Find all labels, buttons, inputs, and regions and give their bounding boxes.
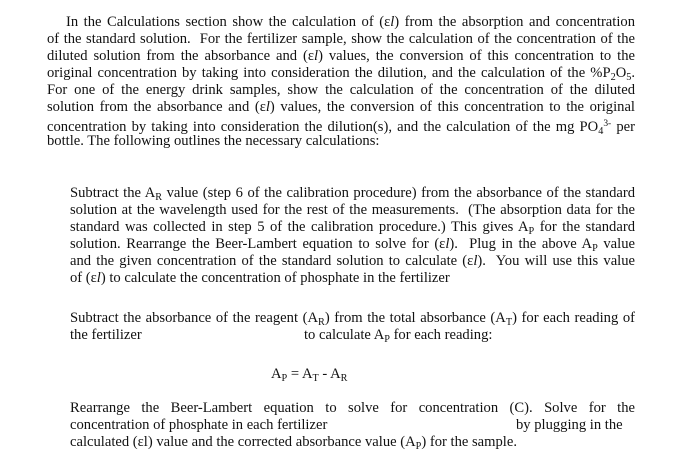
intro-line-3: diluted solution from the absorbance and (εl) values, the conversion of this concentration to the [47, 48, 635, 64]
step1-line-6: of (εl) to calculate the concentration of phosphate in the fertilizer [70, 270, 450, 286]
step1-line-1: Subtract the $A_R$ value (step 6 of the calibration procedure) from the absorbance of the standard [70, 185, 635, 203]
intro-line-1: In the Calculations section show the calculation of (εl) from the absorption and concentration [66, 14, 635, 30]
intro-line-5: For one of the energy drink samples, show the calculation of the concentration of the diluted [47, 82, 635, 98]
step3-line-2a: concentration of phosphate in each fertilizer [70, 417, 328, 433]
step2-line-2a: the fertilizer [70, 327, 142, 343]
step1-line-3: standard was collected in step 5 of the calibration procedure.) This gives $A_P$ for the standard [70, 219, 635, 237]
intro-line-7: concentration by taking into consideration the dilution(s), and the calculation of the mg $PO_4^{3-}$ per [47, 119, 635, 137]
step1-line-4: solution. Rearrange the Beer-Lambert equation to solve for (εl). Plug in the above $A_P$ value [70, 236, 635, 254]
step2-line-1: Subtract the absorbance of the reagent $(A_R)$ from the total absorbance $(A_T)$ for each reading of [70, 310, 635, 328]
step3-line-3: calculated (εl) value and the corrected absorbance value $(A_P)$ for the sample. [70, 434, 517, 452]
step3-line-1: Rearrange the Beer-Lambert equation to solve for concentration (C). Solve for the [70, 400, 635, 416]
equation: $A_P = A_T - A_R$ [271, 366, 348, 384]
step1-line-2: solution at the wavelength used for the rest of the measurements. (The absorption data for the [70, 202, 635, 218]
intro-line-2: of the standard solution. For the fertilizer sample, show the calculation of the concentration of the [47, 31, 635, 47]
intro-line-6: solution from the absorbance and (εl) values, the conversion of this concentration to the original [47, 99, 635, 115]
intro-line-8: bottle. The following outlines the necessary calculations: [47, 133, 380, 149]
step2-line-2b: to calculate $A_P$ for each reading: [304, 327, 493, 345]
step1-line-5: and the given concentration of the standard solution to calculate (εl). You will use this value [70, 253, 636, 269]
intro-line-4: original concentration by taking into consideration the dilution, and the calculation of the $\%P_2O_5$. [47, 65, 635, 83]
step3-line-2b: by plugging in the [516, 417, 623, 433]
